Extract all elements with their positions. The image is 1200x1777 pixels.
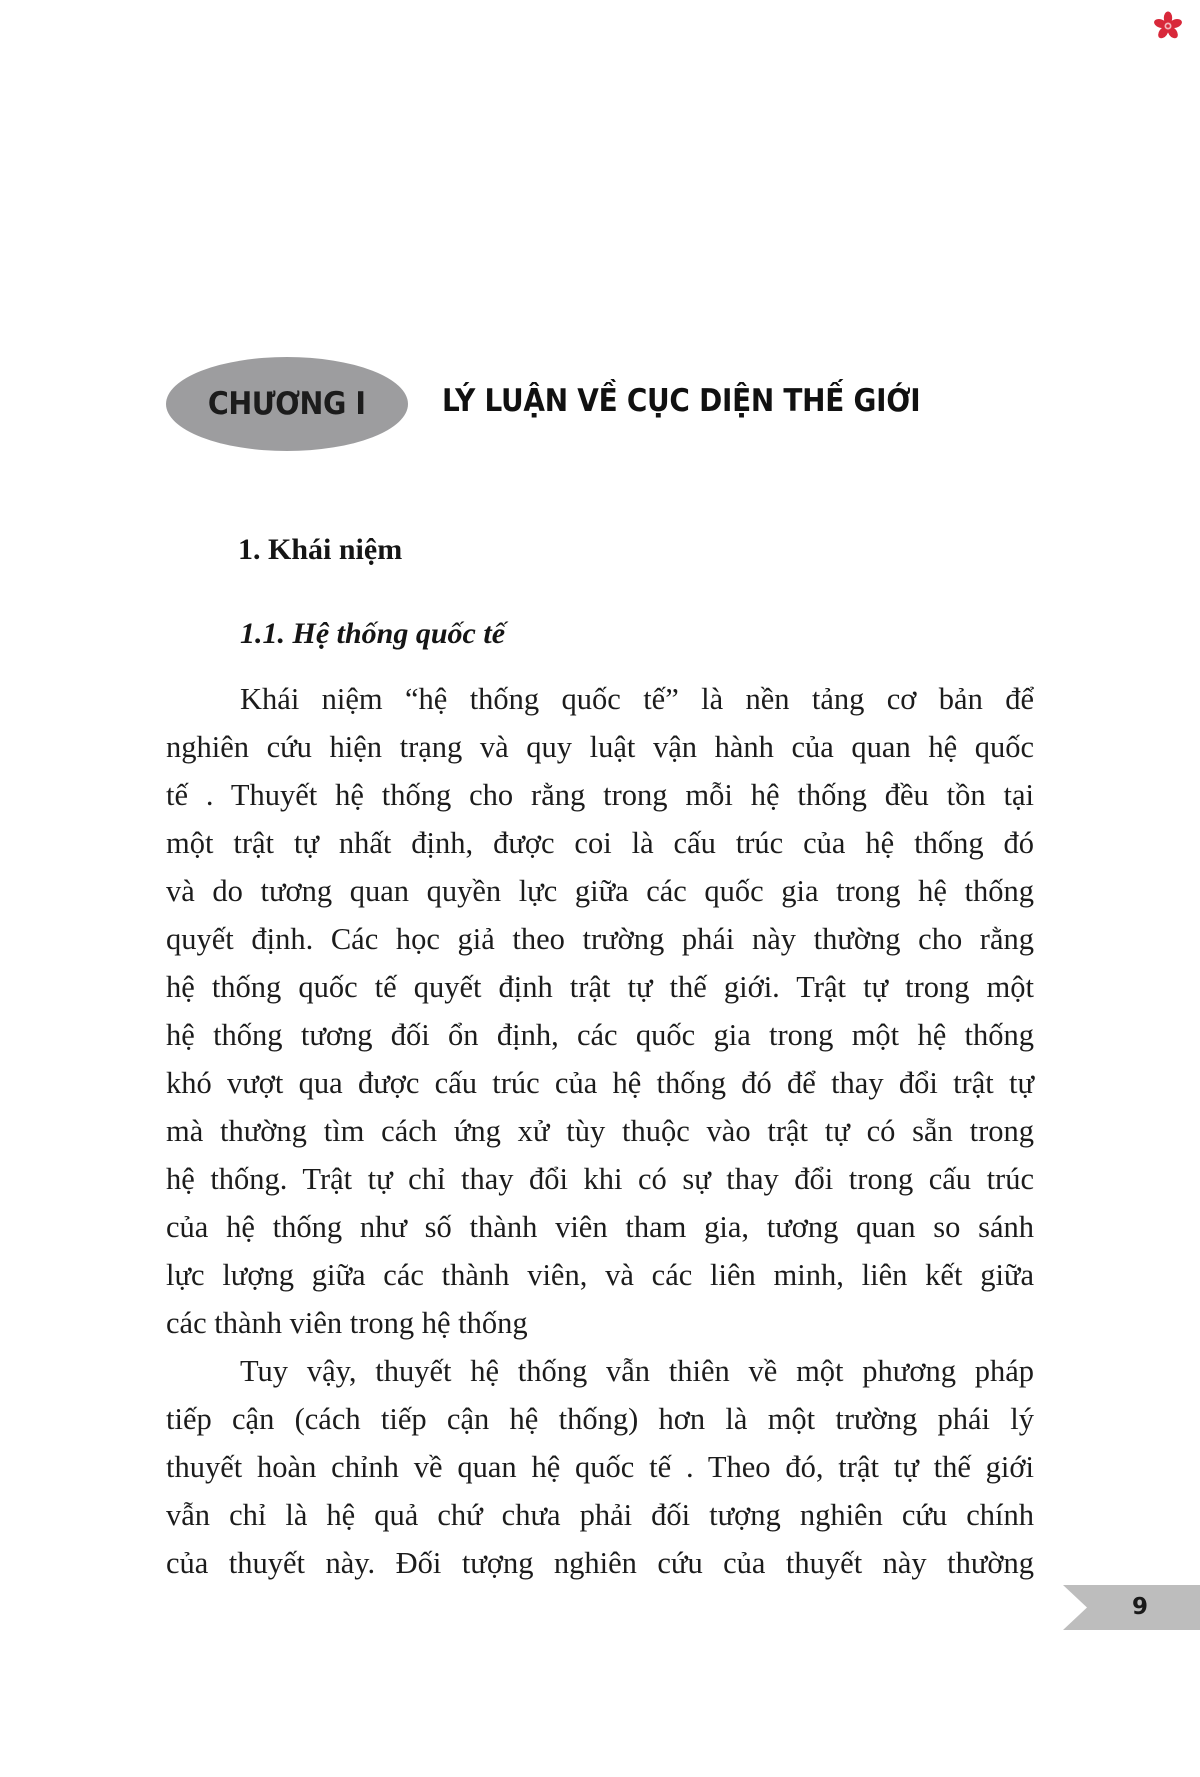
text-line: quyết định. Các học giả theo trường phái này thường cho rằng (166, 922, 1034, 956)
subsection-heading: 1.1. Hệ thống quốc tế (240, 617, 506, 650)
chapter-title: LÝ LUẬN VỀ CỤC DIỆN THẾ GIỚI (442, 383, 921, 419)
flower-icon (1153, 11, 1183, 41)
text-line: hệ thống. Trật tự chỉ thay đổi khi có sự thay đổi trong cấu trúc (166, 1162, 1034, 1196)
text-line: lực lượng giữa các thành viên, và các liên minh, liên kết giữa (166, 1258, 1034, 1292)
text-line: tế . Thuyết hệ thống cho rằng trong mỗi hệ thống đều tồn tại (166, 778, 1034, 812)
text-line: của thuyết này. Đối tượng nghiên cứu của thuyết này thường (166, 1546, 1034, 1580)
text-line: mà thường tìm cách ứng xử tùy thuộc vào trật tự có sẵn trong (166, 1114, 1034, 1148)
section-heading: 1. Khái niệm (238, 533, 403, 566)
text-line: các thành viên trong hệ thống (166, 1306, 528, 1340)
chapter-label: CHƯƠNG I (208, 386, 366, 422)
page-number: 9 (1131, 1594, 1148, 1620)
page-number-tag (1063, 1585, 1200, 1630)
text-line: Tuy vậy, thuyết hệ thống vẫn thiên về một phương pháp (240, 1354, 1034, 1388)
text-line: khó vượt qua được cấu trúc của hệ thống đó để thay đổi trật tự (166, 1066, 1034, 1100)
text-line: một trật tự nhất định, được coi là cấu trúc của hệ thống đó (166, 826, 1034, 860)
text-line: hệ thống tương đối ổn định, các quốc gia trong một hệ thống (166, 1018, 1034, 1052)
text-line: vẫn chỉ là hệ quả chứ chưa phải đối tượng nghiên cứu chính (166, 1498, 1034, 1532)
text-line: tiếp cận (cách tiếp cận hệ thống) hơn là một trường phái lý (166, 1402, 1034, 1436)
text-line: và do tương quan quyền lực giữa các quốc gia trong hệ thống (166, 874, 1034, 908)
text-line: thuyết hoàn chỉnh về quan hệ quốc tế . Theo đó, trật tự thế giới (166, 1450, 1034, 1484)
text-line: hệ thống quốc tế quyết định trật tự thế giới. Trật tự trong một (166, 970, 1034, 1004)
text-line: Khái niệm “hệ thống quốc tế” là nền tảng cơ bản để (240, 682, 1034, 716)
text-line: của hệ thống như số thành viên tham gia, tương quan so sánh (166, 1210, 1034, 1244)
body-text (166, 675, 1034, 1587)
chapter-header (166, 357, 1066, 453)
text-line: nghiên cứu hiện trạng và quy luật vận hành của quan hệ quốc (166, 730, 1034, 764)
chapter-badge (166, 357, 408, 451)
